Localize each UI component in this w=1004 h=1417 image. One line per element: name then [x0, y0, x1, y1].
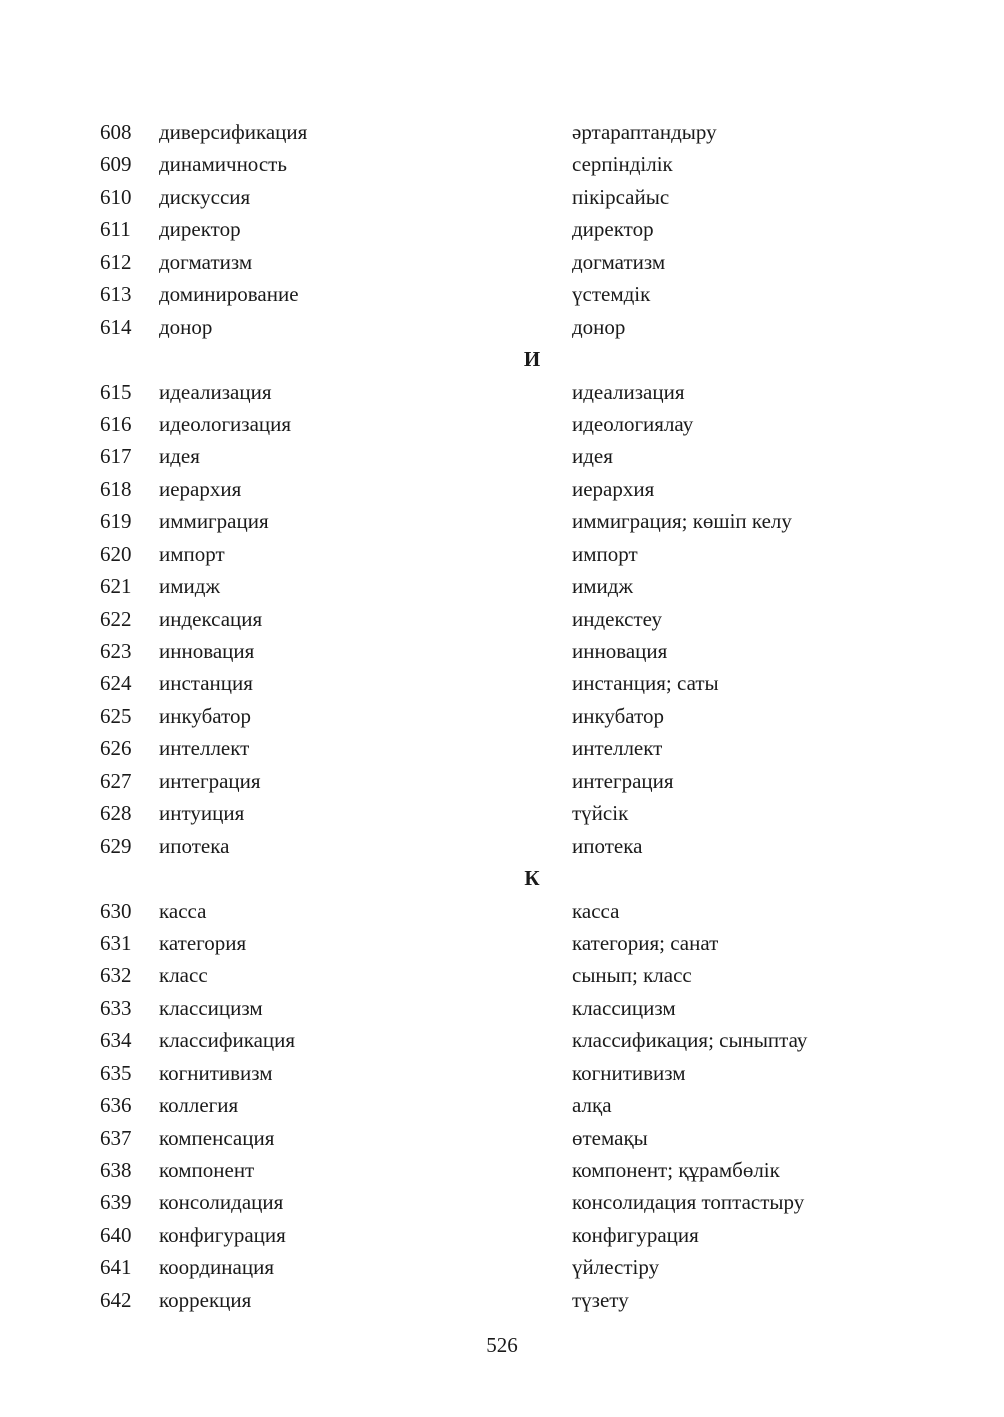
kazakh-term: үйлестіру: [572, 1255, 660, 1280]
entry-number: 625: [100, 703, 132, 728]
russian-term: имидж: [159, 574, 220, 599]
russian-term: коррекция: [159, 1287, 252, 1312]
entry-number: 638: [100, 1158, 132, 1182]
glossary-entry-row: [0, 797, 1004, 829]
kazakh-term: интеграция: [572, 768, 674, 793]
kazakh-term: импорт: [572, 541, 638, 566]
kazakh-term: инкубатор: [572, 703, 664, 728]
kazakh-term: пікірсайыс: [572, 184, 670, 209]
russian-term: интуиция: [159, 801, 245, 826]
entry-number: 636: [100, 1093, 132, 1118]
glossary-entry-row: [0, 181, 1004, 213]
kazakh-term: конфигурация: [572, 1222, 699, 1247]
glossary-entry-row: [0, 1219, 1004, 1251]
entry-number: 627: [100, 768, 132, 793]
entry-number: 630: [100, 898, 132, 923]
entry-number: 639: [100, 1190, 132, 1215]
russian-term: компонент: [159, 1158, 255, 1182]
glossary-entry-row: [0, 992, 1004, 1024]
kazakh-term: ипотека: [572, 833, 643, 858]
glossary-entry-row: [0, 1186, 1004, 1218]
kazakh-term: идея: [572, 444, 613, 469]
kazakh-term: иерархия: [572, 476, 655, 501]
russian-term: иммиграция: [159, 509, 269, 534]
entry-number: 617: [100, 444, 132, 469]
russian-term: директор: [159, 217, 241, 242]
entry-number: 640: [100, 1222, 132, 1247]
glossary-entry-row: [0, 278, 1004, 310]
russian-term: консолидация: [159, 1190, 284, 1215]
kazakh-term: когнитивизм: [572, 1060, 686, 1085]
entry-number: 629: [100, 833, 132, 858]
entry-number: 620: [100, 541, 132, 566]
entry-number: 635: [100, 1060, 132, 1085]
glossary-entry-row: [0, 1089, 1004, 1121]
entry-number: 637: [100, 1125, 132, 1150]
russian-term: идеализация: [159, 379, 272, 404]
entry-number: 615: [100, 379, 132, 404]
glossary-entry-row: [0, 213, 1004, 245]
glossary-entry-row: [0, 635, 1004, 667]
glossary-entry-row: [0, 246, 1004, 278]
russian-term: иерархия: [159, 476, 242, 501]
russian-term: доминирование: [159, 282, 299, 307]
russian-term: идея: [159, 444, 200, 469]
entry-number: 624: [100, 671, 132, 696]
russian-term: касса: [159, 898, 207, 923]
entry-number: 641: [100, 1255, 132, 1280]
glossary-entry-row: [0, 570, 1004, 602]
russian-term: донор: [159, 314, 213, 339]
entry-number: 634: [100, 1028, 132, 1053]
kazakh-term: үстемдік: [572, 282, 651, 307]
kazakh-term: компонент; құрамбөлік: [572, 1158, 780, 1182]
entry-number: 618: [100, 476, 132, 501]
kazakh-term: инновация: [572, 639, 668, 663]
glossary-entry-row: [0, 311, 1004, 343]
russian-term: когнитивизм: [159, 1060, 273, 1085]
russian-term: дискуссия: [159, 184, 251, 209]
kazakh-term: түзету: [572, 1287, 629, 1312]
kazakh-term: серпінділік: [572, 152, 673, 177]
glossary-entry-row: [0, 927, 1004, 959]
entry-number: 614: [100, 314, 132, 339]
russian-term: диверсификация: [159, 120, 308, 144]
russian-term: инкубатор: [159, 703, 251, 728]
entry-number: 612: [100, 249, 132, 274]
russian-term: классификация: [159, 1028, 296, 1053]
russian-term: индексация: [159, 606, 263, 631]
glossary-entry-row: [0, 1251, 1004, 1283]
glossary-entry-row: [0, 1154, 1004, 1186]
entry-number: 623: [100, 639, 132, 663]
russian-term: динамичность: [159, 152, 287, 177]
kazakh-term: интеллект: [572, 736, 663, 761]
kazakh-term: догматизм: [572, 249, 666, 274]
entry-number: 608: [100, 120, 132, 144]
entry-number: 616: [100, 411, 132, 436]
kazakh-term: классицизм: [572, 995, 676, 1020]
russian-term: координация: [159, 1255, 274, 1280]
russian-term: класс: [159, 963, 208, 988]
kazakh-term: касса: [572, 898, 620, 923]
russian-term: компенсация: [159, 1125, 275, 1150]
glossary-entry-row: [0, 700, 1004, 732]
kazakh-term: имидж: [572, 574, 633, 599]
russian-term: ипотека: [159, 833, 230, 858]
page-number: 526: [486, 1333, 518, 1357]
entry-number: 622: [100, 606, 132, 631]
russian-term: категория: [159, 930, 247, 955]
russian-term: конфигурация: [159, 1222, 286, 1247]
entry-number: 626: [100, 736, 132, 761]
entry-number: 621: [100, 574, 132, 599]
glossary-entry-row: [0, 440, 1004, 472]
entry-number: 628: [100, 801, 132, 826]
entry-number: 610: [100, 184, 132, 209]
kazakh-term: өтемақы: [572, 1125, 648, 1150]
kazakh-term: алқа: [572, 1093, 612, 1118]
russian-term: классицизм: [159, 995, 263, 1020]
kazakh-term: индекстеу: [572, 606, 662, 631]
russian-term: интеграция: [159, 768, 261, 793]
russian-term: интеллект: [159, 736, 250, 761]
section-letter-heading: К: [524, 866, 540, 891]
kazakh-term: консолидация топтастыру: [572, 1190, 805, 1215]
entry-number: 642: [100, 1287, 132, 1312]
russian-term: идеологизация: [159, 411, 292, 436]
russian-term: коллегия: [159, 1093, 239, 1118]
russian-term: импорт: [159, 541, 225, 566]
glossary-entry-row: [0, 765, 1004, 797]
kazakh-term: идеализация: [572, 379, 685, 404]
entry-number: 611: [100, 217, 131, 242]
section-letter-heading: И: [523, 347, 541, 372]
glossary-entry-row: [0, 603, 1004, 635]
glossary-entry-row: [0, 830, 1004, 862]
entry-number: 633: [100, 995, 132, 1020]
glossary-entry-row: [0, 505, 1004, 537]
russian-term: догматизм: [159, 249, 253, 274]
glossary-entry-row: [0, 376, 1004, 408]
entry-number: 619: [100, 509, 132, 534]
glossary-entry-row: [0, 538, 1004, 570]
entry-number: 631: [100, 930, 132, 955]
russian-term: инстанция: [159, 671, 253, 696]
glossary-entry-row: [0, 1024, 1004, 1056]
glossary-entry-row: [0, 959, 1004, 991]
glossary-entry-row: [0, 116, 1004, 148]
glossary-entry-row: [0, 148, 1004, 180]
kazakh-term: донор: [572, 314, 626, 339]
kazakh-term: инстанция; саты: [572, 671, 719, 696]
glossary-entry-row: [0, 1057, 1004, 1089]
glossary-entry-row: [0, 1122, 1004, 1154]
kazakh-term: сынып; класс: [572, 963, 692, 988]
entry-number: 613: [100, 282, 132, 307]
kazakh-term: категория; санат: [572, 930, 719, 955]
kazakh-term: иммиграция; көшіп келу: [572, 509, 792, 534]
entry-number: 609: [100, 152, 132, 177]
glossary-table: [0, 116, 1004, 1316]
glossary-entry-row: [0, 895, 1004, 927]
kazakh-term: идеологиялау: [572, 411, 694, 436]
kazakh-term: түйсік: [572, 801, 629, 826]
kazakh-term: директор: [572, 217, 654, 242]
kazakh-term: әртараптандыру: [572, 120, 717, 144]
glossary-entry-row: [0, 1284, 1004, 1316]
entry-number: 632: [100, 963, 132, 988]
glossary-entry-row: [0, 667, 1004, 699]
russian-term: инновация: [159, 639, 255, 663]
glossary-entry-row: [0, 732, 1004, 764]
kazakh-term: классификация; сыныптау: [572, 1028, 808, 1053]
glossary-entry-row: [0, 473, 1004, 505]
glossary-entry-row: [0, 408, 1004, 440]
